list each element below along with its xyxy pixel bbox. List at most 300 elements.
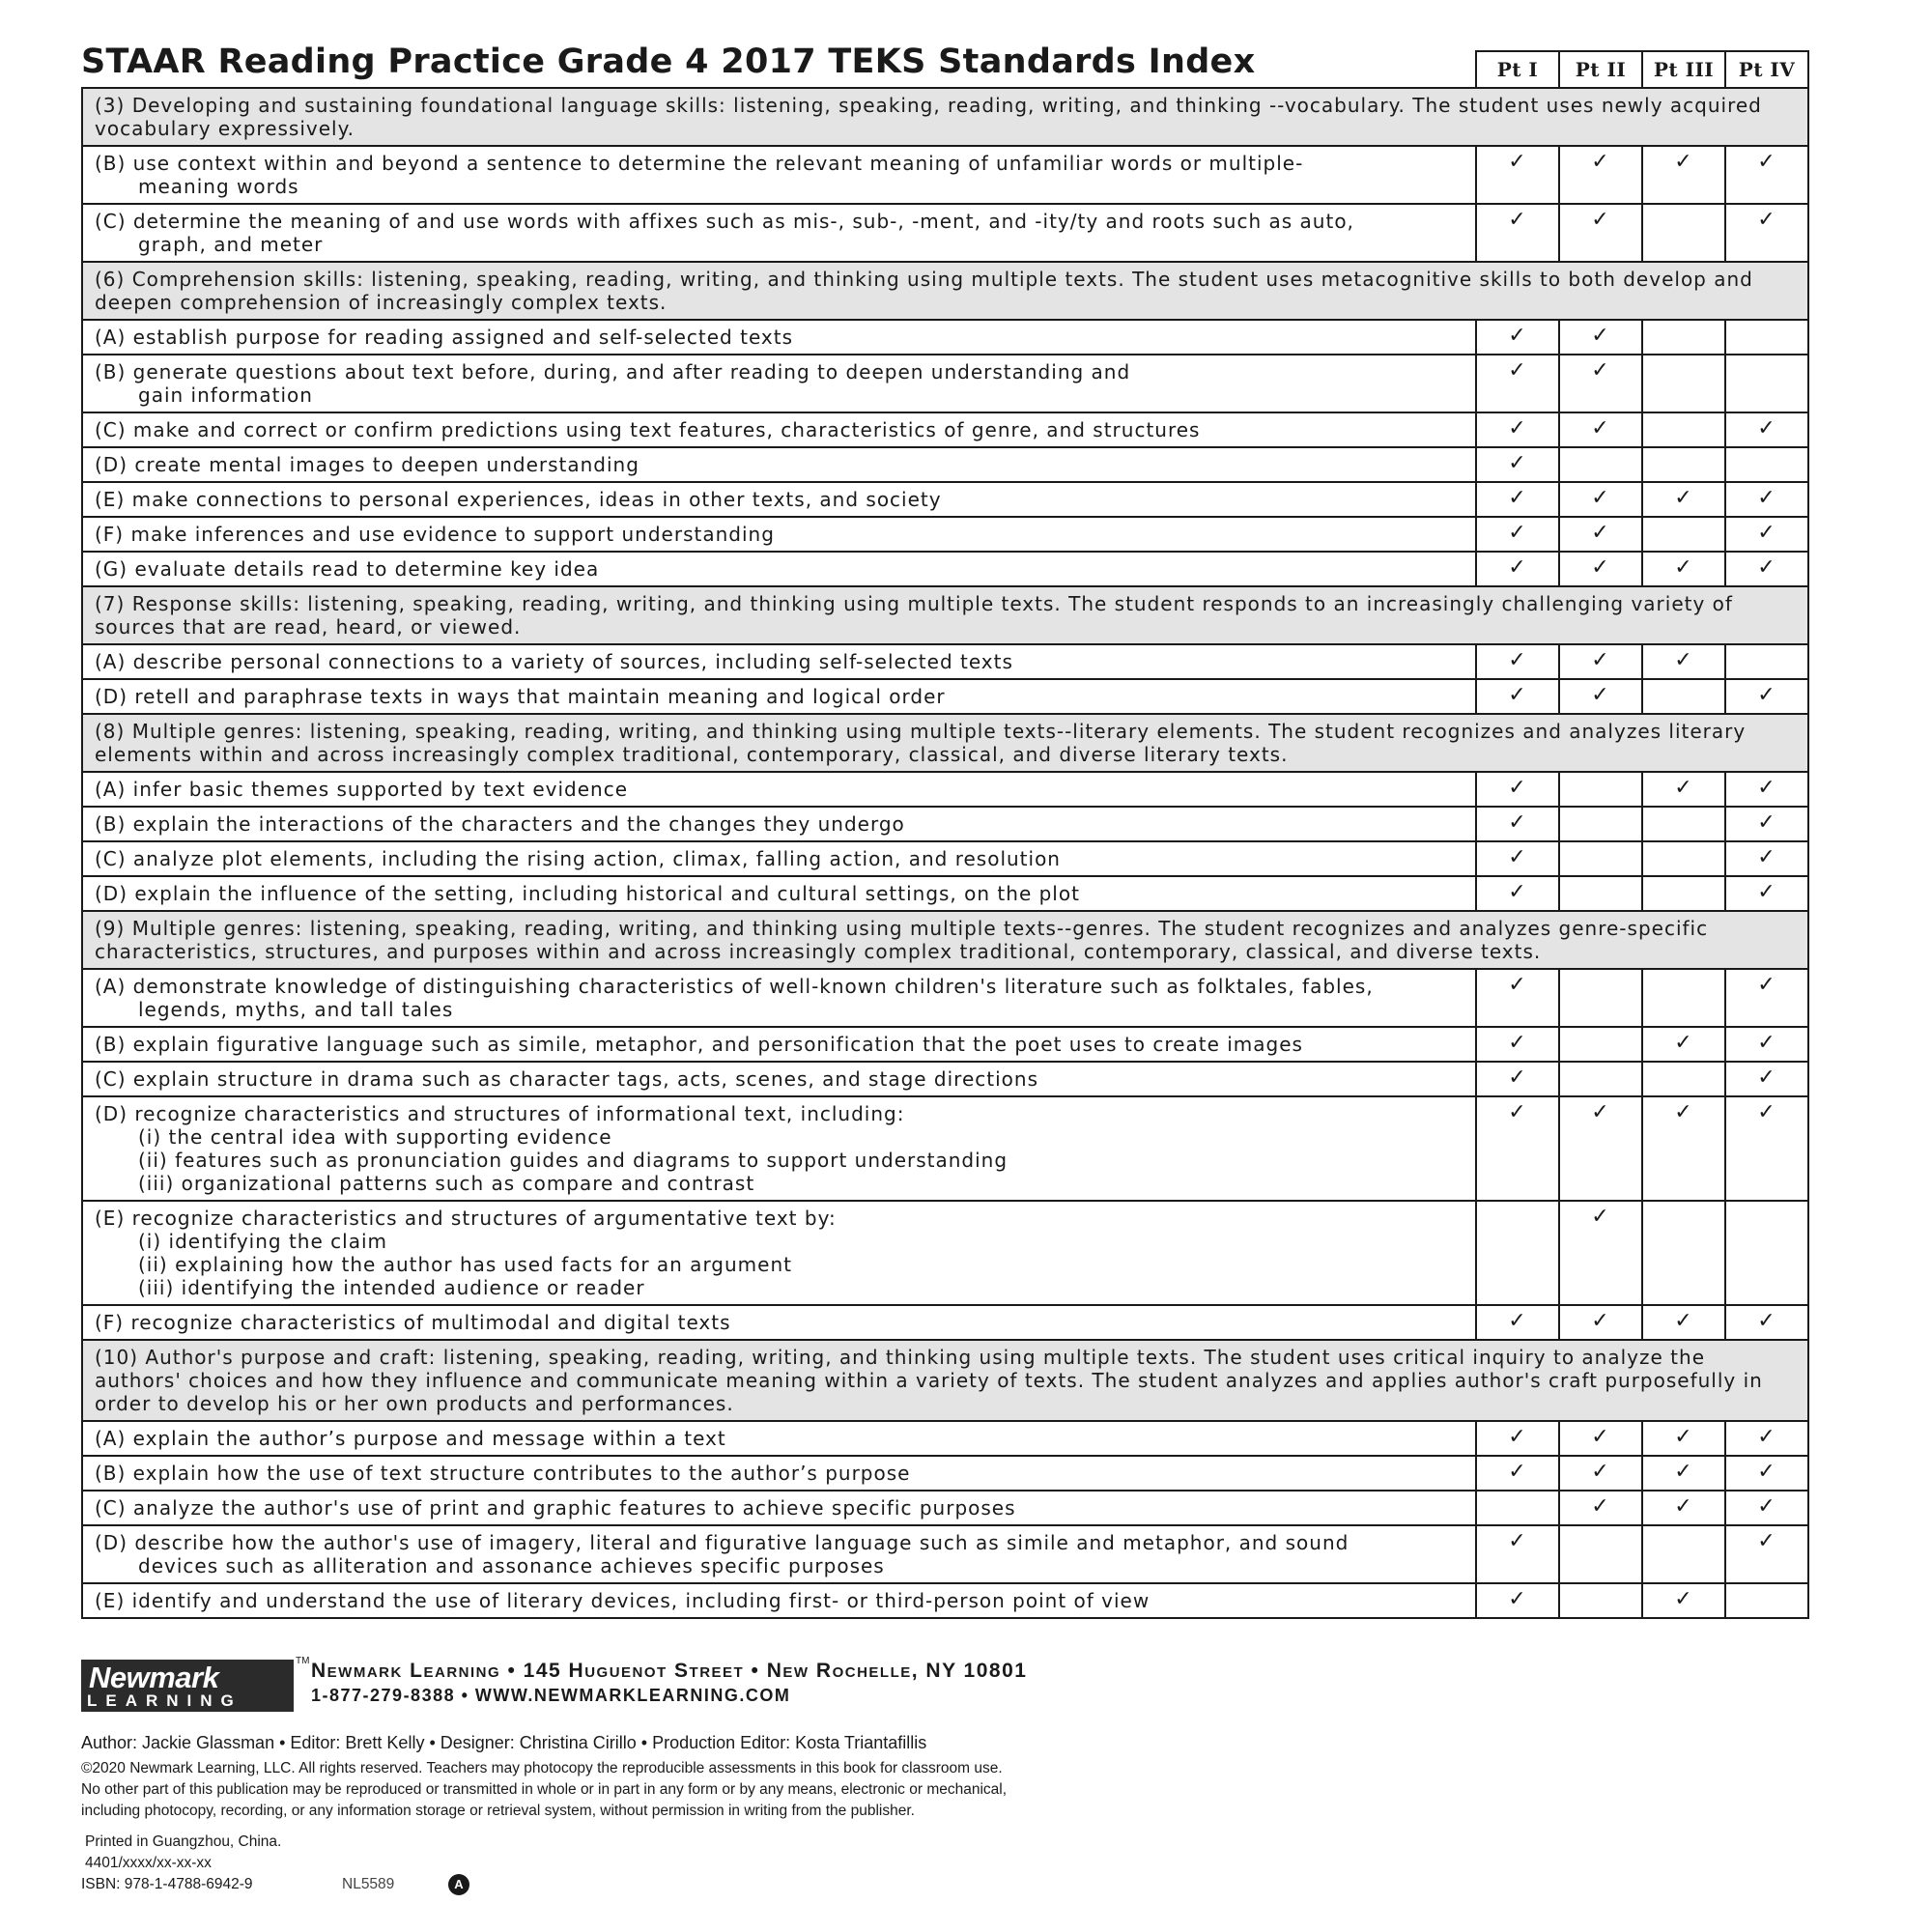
standard-text <box>82 1583 1476 1618</box>
category-text <box>82 1340 1808 1421</box>
check-cell-part-2 <box>1559 1027 1642 1062</box>
check-cell-part-3 <box>1642 517 1725 552</box>
standard-text <box>82 1305 1476 1340</box>
text-line: (D) retell and paraphrase texts in ways that maintain meaning and logical order <box>95 685 946 708</box>
logo-subword: LEARNING <box>87 1691 242 1710</box>
check-cell-part-3 <box>1642 355 1725 412</box>
check-cell-part-3 <box>1642 1027 1725 1062</box>
standard-text <box>82 552 1476 586</box>
check-cell-part-4 <box>1725 482 1808 517</box>
check-cell-part-1 <box>1476 1583 1559 1618</box>
standard-text <box>82 1062 1476 1096</box>
text-line: (D) recognize characteristics and structures of informational text, including: <box>95 1102 905 1125</box>
checkmark-icon: ✓ <box>1674 555 1693 580</box>
checkmark-icon: ✓ <box>1508 1587 1527 1611</box>
check-cell-part-1 <box>1476 807 1559 841</box>
check-cell-part-2 <box>1559 412 1642 447</box>
standard-row <box>82 1201 1808 1305</box>
check-cell-part-4 <box>1725 1027 1808 1062</box>
standard-row <box>82 146 1808 204</box>
checkmark-icon: ✓ <box>1591 521 1610 545</box>
check-cell-part-3 <box>1642 1305 1725 1340</box>
text-line: (C) analyze plot elements, including the rising action, climax, falling action, and resolution <box>95 847 1061 870</box>
checkmark-icon: ✓ <box>1591 1205 1610 1229</box>
checkmark-icon: ✓ <box>1508 416 1527 440</box>
check-cell-part-4 <box>1725 841 1808 876</box>
checkmark-icon: ✓ <box>1591 1309 1610 1333</box>
check-cell-part-3 <box>1642 1096 1725 1201</box>
checkmark-icon: ✓ <box>1757 810 1776 835</box>
check-cell-part-4 <box>1725 146 1808 204</box>
check-cell-part-3 <box>1642 1491 1725 1525</box>
checkmark-icon: ✓ <box>1757 208 1776 232</box>
checkmark-icon: ✓ <box>1757 683 1776 707</box>
check-cell-part-3 <box>1642 644 1725 679</box>
check-cell-part-1 <box>1476 644 1559 679</box>
part-header-2: Pt II <box>1559 51 1642 88</box>
text-line: (A) infer basic themes supported by text evidence <box>95 778 629 801</box>
checkmark-icon: ✓ <box>1757 416 1776 440</box>
standard-text <box>82 412 1476 447</box>
check-cell-part-1 <box>1476 204 1559 262</box>
check-cell-part-1 <box>1476 1421 1559 1456</box>
checkmark-icon: ✓ <box>1757 880 1776 904</box>
check-cell-part-1 <box>1476 1456 1559 1491</box>
check-cell-part-1 <box>1476 517 1559 552</box>
check-cell-part-2 <box>1559 1421 1642 1456</box>
standard-text <box>82 679 1476 714</box>
checkmark-icon: ✓ <box>1591 150 1610 174</box>
check-cell-part-4 <box>1725 447 1808 482</box>
standard-row <box>82 320 1808 355</box>
checkmark-icon: ✓ <box>1757 973 1776 997</box>
checkmark-icon: ✓ <box>1508 358 1527 383</box>
checkmark-icon: ✓ <box>1508 324 1527 348</box>
check-cell-part-1 <box>1476 1305 1559 1340</box>
standard-text <box>82 1456 1476 1491</box>
standard-text <box>82 1096 1476 1201</box>
check-cell-part-2 <box>1559 644 1642 679</box>
publisher-address: Newmark Learning • 145 Huguenot Street • New Rochelle, NY 10801 <box>311 1660 1028 1682</box>
checkmark-icon: ✓ <box>1674 1587 1693 1611</box>
checkmark-icon: ✓ <box>1591 1425 1610 1449</box>
checkmark-icon: ✓ <box>1508 150 1527 174</box>
check-cell-part-1 <box>1476 841 1559 876</box>
credits-line: Author: Jackie Glassman • Editor: Brett Kelly • Designer: Christina Cirillo • Production Editor: Kosta Triantafillis <box>81 1733 927 1752</box>
sub-item-line: (ii) features such as pronunciation guides and diagrams to support understanding <box>138 1149 1009 1172</box>
check-cell-part-3 <box>1642 807 1725 841</box>
text-line: (7) Response skills: listening, speaking, reading, writing, and thinking using multiple texts. The student responds to an increasingly challenging variety of sources that are read, heard, or viewed. <box>95 592 1733 639</box>
standards-table <box>81 50 1809 1619</box>
check-cell-part-2 <box>1559 146 1642 204</box>
standard-row <box>82 969 1808 1027</box>
standard-text <box>82 969 1476 1027</box>
checkmark-icon: ✓ <box>1591 416 1610 440</box>
standard-row <box>82 1456 1808 1491</box>
text-line: (8) Multiple genres: listening, speaking, reading, writing, and thinking using multiple texts--literary elements. The student recognizes and analyzes literary elements within and across increasingly complex traditional, contemporary, classical, and diverse literary texts. <box>95 720 1747 766</box>
checkmark-icon: ✓ <box>1591 1100 1610 1124</box>
part-header-1: Pt I <box>1476 51 1559 88</box>
standard-row <box>82 841 1808 876</box>
check-cell-part-4 <box>1725 1096 1808 1201</box>
check-cell-part-1 <box>1476 482 1559 517</box>
category-text <box>82 714 1808 772</box>
check-cell-part-3 <box>1642 841 1725 876</box>
text-line: (D) describe how the author's use of imagery, literal and figurative language such as simile and metaphor, and sound <box>95 1531 1350 1554</box>
check-cell-part-4 <box>1725 1305 1808 1340</box>
isbn: ISBN: 978-1-4788-6942-9 <box>81 1876 253 1892</box>
check-cell-part-3 <box>1642 969 1725 1027</box>
checkmark-icon: ✓ <box>1591 1460 1610 1484</box>
check-cell-part-3 <box>1642 1525 1725 1583</box>
check-cell-part-3 <box>1642 552 1725 586</box>
check-cell-part-2 <box>1559 876 1642 911</box>
standard-row <box>82 772 1808 807</box>
check-cell-part-1 <box>1476 412 1559 447</box>
checkmark-icon: ✓ <box>1674 1494 1693 1519</box>
text-line: (C) make and correct or confirm predictions using text features, characteristics of genre, and structures <box>95 418 1201 441</box>
edition-badge: A <box>448 1874 469 1895</box>
check-cell-part-4 <box>1725 1062 1808 1096</box>
category-row <box>82 911 1808 969</box>
check-cell-part-2 <box>1559 1456 1642 1491</box>
check-cell-part-1 <box>1476 1027 1559 1062</box>
standard-row <box>82 355 1808 412</box>
category-text <box>82 262 1808 320</box>
check-cell-part-1 <box>1476 1525 1559 1583</box>
check-cell-part-3 <box>1642 482 1725 517</box>
standard-text <box>82 644 1476 679</box>
print-code: 4401/xxxx/xx-xx-xx <box>85 1855 212 1871</box>
check-cell-part-4 <box>1725 552 1808 586</box>
text-line: (B) explain how the use of text structure contributes to the author’s purpose <box>95 1462 911 1485</box>
standard-row <box>82 412 1808 447</box>
check-cell-part-2 <box>1559 1201 1642 1305</box>
category-row <box>82 586 1808 644</box>
check-cell-part-2 <box>1559 679 1642 714</box>
standard-row <box>82 876 1808 911</box>
check-cell-part-1 <box>1476 1201 1559 1305</box>
text-line: (C) explain structure in drama such as character tags, acts, scenes, and stage directions <box>95 1067 1038 1091</box>
check-cell-part-3 <box>1642 1201 1725 1305</box>
text-line: (A) establish purpose for reading assigned and self-selected texts <box>95 326 794 349</box>
category-row <box>82 88 1808 146</box>
checkmark-icon: ✓ <box>1591 486 1610 510</box>
checkmark-icon: ✓ <box>1674 1460 1693 1484</box>
legal-line-1: ©2020 Newmark Learning, LLC. All rights reserved. Teachers may photocopy the reproducible assessments in this book for classroom use. <box>81 1760 1003 1776</box>
sub-item-line: (iii) organizational patterns such as compare and contrast <box>138 1172 755 1195</box>
check-cell-part-4 <box>1725 1456 1808 1491</box>
checkmark-icon: ✓ <box>1508 1100 1527 1124</box>
standard-text <box>82 355 1476 412</box>
legal-line-3: including photocopy, recording, or any information storage or retrieval system, without permission in writing from the publisher. <box>81 1803 915 1819</box>
check-cell-part-1 <box>1476 447 1559 482</box>
check-cell-part-1 <box>1476 679 1559 714</box>
text-line: (D) create mental images to deepen understanding <box>95 453 639 476</box>
check-cell-part-4 <box>1725 1421 1808 1456</box>
check-cell-part-3 <box>1642 1421 1725 1456</box>
check-cell-part-3 <box>1642 679 1725 714</box>
check-cell-part-3 <box>1642 204 1725 262</box>
standard-text <box>82 1201 1476 1305</box>
category-text <box>82 88 1808 146</box>
check-cell-part-2 <box>1559 447 1642 482</box>
continuation-line: meaning words <box>138 175 299 198</box>
check-cell-part-4 <box>1725 807 1808 841</box>
check-cell-part-4 <box>1725 1583 1808 1618</box>
standard-text <box>82 1027 1476 1062</box>
standard-row <box>82 517 1808 552</box>
checkmark-icon: ✓ <box>1508 1460 1527 1484</box>
text-line: (B) explain figurative language such as simile, metaphor, and personification that the poet uses to create images <box>95 1033 1303 1056</box>
check-cell-part-2 <box>1559 807 1642 841</box>
checkmark-icon: ✓ <box>1757 521 1776 545</box>
checkmark-icon: ✓ <box>1674 1309 1693 1333</box>
checkmark-icon: ✓ <box>1757 845 1776 869</box>
nl-code: NL5589 <box>342 1876 395 1892</box>
publisher-phone-web: 1-877-279-8388 • WWW.NEWMARKLEARNING.COM <box>311 1686 791 1705</box>
standard-row <box>82 482 1808 517</box>
text-line: (B) use context within and beyond a sentence to determine the relevant meaning of unfamiliar words or multiple- <box>95 152 1304 175</box>
sub-item-line: (iii) identifying the intended audience or reader <box>138 1276 645 1299</box>
category-text <box>82 911 1808 969</box>
standard-text <box>82 447 1476 482</box>
check-cell-part-1 <box>1476 320 1559 355</box>
checkmark-icon: ✓ <box>1508 208 1527 232</box>
checkmark-icon: ✓ <box>1757 1031 1776 1055</box>
checkmark-icon: ✓ <box>1508 973 1527 997</box>
checkmark-icon: ✓ <box>1757 150 1776 174</box>
checkmark-icon: ✓ <box>1508 776 1527 800</box>
standard-text <box>82 146 1476 204</box>
checkmark-icon: ✓ <box>1508 810 1527 835</box>
text-line: (10) Author's purpose and craft: listening, speaking, reading, writing, and thinking using multiple texts. The student uses critical inquiry to analyze the authors' choices and how they influence and communicate meaning within a variety of texts. The student analyzes and applies author's craft purposefully in order to develop his or her own products and performances. <box>95 1346 1763 1415</box>
text-line: (E) identify and understand the use of literary devices, including first- or third-person point of view <box>95 1589 1151 1612</box>
check-cell-part-4 <box>1725 412 1808 447</box>
sub-item-line: (ii) explaining how the author has used facts for an argument <box>138 1253 792 1276</box>
check-cell-part-2 <box>1559 1491 1642 1525</box>
standard-row <box>82 1583 1808 1618</box>
check-cell-part-4 <box>1725 320 1808 355</box>
check-cell-part-3 <box>1642 1583 1725 1618</box>
check-cell-part-1 <box>1476 969 1559 1027</box>
standard-text <box>82 204 1476 262</box>
text-line: (B) explain the interactions of the characters and the changes they undergo <box>95 812 905 836</box>
standard-text <box>82 841 1476 876</box>
standard-row <box>82 447 1808 482</box>
checkmark-icon: ✓ <box>1508 845 1527 869</box>
check-cell-part-4 <box>1725 204 1808 262</box>
checkmark-icon: ✓ <box>1591 683 1610 707</box>
standard-text <box>82 1525 1476 1583</box>
check-cell-part-1 <box>1476 1096 1559 1201</box>
standard-row <box>82 1305 1808 1340</box>
check-cell-part-2 <box>1559 552 1642 586</box>
text-line: (E) make connections to personal experiences, ideas in other texts, and society <box>95 488 942 511</box>
checkmark-icon: ✓ <box>1674 776 1693 800</box>
logo-word: Newmark <box>89 1661 219 1694</box>
checkmark-icon: ✓ <box>1508 521 1527 545</box>
page-title: STAAR Reading Practice Grade 4 2017 TEKS Standards Index <box>81 43 1256 81</box>
check-cell-part-1 <box>1476 876 1559 911</box>
continuation-line: gain information <box>138 384 313 407</box>
category-text <box>82 586 1808 644</box>
standard-text <box>82 772 1476 807</box>
checkmark-icon: ✓ <box>1757 1529 1776 1553</box>
text-line: (9) Multiple genres: listening, speaking, reading, writing, and thinking using multiple texts--genres. The student recognizes and analyzes genre-specific characteristics, structures, and purposes within and across increasingly complex traditional, contemporary, classical, and diverse texts. <box>95 917 1709 963</box>
checkmark-icon: ✓ <box>1674 486 1693 510</box>
checkmark-icon: ✓ <box>1757 1309 1776 1333</box>
standard-text <box>82 1491 1476 1525</box>
standard-row <box>82 1027 1808 1062</box>
checkmark-icon: ✓ <box>1757 776 1776 800</box>
standard-row <box>82 807 1808 841</box>
checkmark-icon: ✓ <box>1508 1309 1527 1333</box>
check-cell-part-3 <box>1642 412 1725 447</box>
continuation-line: devices such as alliteration and assonance achieves specific purposes <box>138 1554 885 1577</box>
checkmark-icon: ✓ <box>1591 555 1610 580</box>
check-cell-part-4 <box>1725 969 1808 1027</box>
standard-text <box>82 807 1476 841</box>
standard-row <box>82 1525 1808 1583</box>
check-cell-part-1 <box>1476 1062 1559 1096</box>
checkmark-icon: ✓ <box>1591 1494 1610 1519</box>
checkmark-icon: ✓ <box>1674 1031 1693 1055</box>
text-line: (B) generate questions about text before, during, and after reading to deepen understanding and <box>95 360 1131 384</box>
check-cell-part-2 <box>1559 204 1642 262</box>
check-cell-part-2 <box>1559 969 1642 1027</box>
checkmark-icon: ✓ <box>1757 1425 1776 1449</box>
checkmark-icon: ✓ <box>1674 1100 1693 1124</box>
standard-row <box>82 552 1808 586</box>
check-cell-part-2 <box>1559 320 1642 355</box>
standard-row <box>82 1421 1808 1456</box>
checkmark-icon: ✓ <box>1508 683 1527 707</box>
standard-text <box>82 876 1476 911</box>
text-line: (A) explain the author’s purpose and message within a text <box>95 1427 726 1450</box>
standard-row <box>82 1096 1808 1201</box>
checkmark-icon: ✓ <box>1508 1425 1527 1449</box>
newmark-logo <box>81 1656 310 1712</box>
checkmark-icon: ✓ <box>1508 486 1527 510</box>
text-line: (G) evaluate details read to determine key idea <box>95 557 600 581</box>
check-cell-part-2 <box>1559 1096 1642 1201</box>
sub-item-line: (i) the central idea with supporting evidence <box>138 1125 612 1149</box>
standard-row <box>82 679 1808 714</box>
checkmark-icon: ✓ <box>1757 1494 1776 1519</box>
header-row <box>82 51 1808 88</box>
checkmark-icon: ✓ <box>1674 648 1693 672</box>
checkmark-icon: ✓ <box>1508 880 1527 904</box>
text-line: (C) analyze the author's use of print and graphic features to achieve specific purposes <box>95 1496 1016 1520</box>
text-line: (A) describe personal connections to a variety of sources, including self-selected texts <box>95 650 1013 673</box>
standard-text <box>82 517 1476 552</box>
checkmark-icon: ✓ <box>1508 1031 1527 1055</box>
check-cell-part-3 <box>1642 1062 1725 1096</box>
check-cell-part-4 <box>1725 644 1808 679</box>
sub-item-line: (i) identifying the claim <box>138 1230 387 1253</box>
check-cell-part-4 <box>1725 517 1808 552</box>
checkmark-icon: ✓ <box>1757 555 1776 580</box>
category-row <box>82 714 1808 772</box>
check-cell-part-1 <box>1476 146 1559 204</box>
check-cell-part-4 <box>1725 679 1808 714</box>
category-row <box>82 262 1808 320</box>
check-cell-part-4 <box>1725 1525 1808 1583</box>
checkmark-icon: ✓ <box>1591 208 1610 232</box>
legal-line-2: No other part of this publication may be reproduced or transmitted in whole or in part in any form or by any means, electronic or mechanical, <box>81 1781 1008 1798</box>
check-cell-part-4 <box>1725 876 1808 911</box>
standard-row <box>82 1491 1808 1525</box>
text-line: (F) recognize characteristics of multimodal and digital texts <box>95 1311 731 1334</box>
check-cell-part-2 <box>1559 517 1642 552</box>
text-line: (F) make inferences and use evidence to support understanding <box>95 523 775 546</box>
check-cell-part-4 <box>1725 1491 1808 1525</box>
check-cell-part-4 <box>1725 355 1808 412</box>
checkmark-icon: ✓ <box>1674 150 1693 174</box>
check-cell-part-3 <box>1642 320 1725 355</box>
checkmark-icon: ✓ <box>1591 358 1610 383</box>
text-line: (A) demonstrate knowledge of distinguishing characteristics of well-known children's literature such as folktales, fables, <box>95 975 1374 998</box>
check-cell-part-3 <box>1642 876 1725 911</box>
part-header-4: Pt IV <box>1725 51 1808 88</box>
checkmark-icon: ✓ <box>1757 1460 1776 1484</box>
check-cell-part-2 <box>1559 1305 1642 1340</box>
check-cell-part-2 <box>1559 841 1642 876</box>
checkmark-icon: ✓ <box>1674 1425 1693 1449</box>
standard-text <box>82 320 1476 355</box>
text-line: (E) recognize characteristics and structures of argumentative text by: <box>95 1207 837 1230</box>
text-line: (D) explain the influence of the setting, including historical and cultural settings, on the plot <box>95 882 1080 905</box>
checkmark-icon: ✓ <box>1508 648 1527 672</box>
standard-row <box>82 644 1808 679</box>
checkmark-icon: ✓ <box>1591 324 1610 348</box>
text-line: (3) Developing and sustaining foundational language skills: listening, speaking, reading, writing, and thinking --vocabulary. The student uses newly acquired vocabulary expressively. <box>95 94 1762 140</box>
checkmark-icon: ✓ <box>1508 555 1527 580</box>
check-cell-part-1 <box>1476 552 1559 586</box>
check-cell-part-1 <box>1476 1491 1559 1525</box>
checkmark-icon: ✓ <box>1591 648 1610 672</box>
continuation-line: graph, and meter <box>138 233 324 256</box>
printed-in: Printed in Guangzhou, China. <box>85 1833 282 1850</box>
check-cell-part-4 <box>1725 772 1808 807</box>
check-cell-part-1 <box>1476 772 1559 807</box>
checkmark-icon: ✓ <box>1757 1065 1776 1090</box>
check-cell-part-4 <box>1725 1201 1808 1305</box>
text-line: (C) determine the meaning of and use words with affixes such as mis-, sub-, -ment, and -ity/ty and roots such as auto, <box>95 210 1354 233</box>
check-cell-part-3 <box>1642 1456 1725 1491</box>
check-cell-part-2 <box>1559 482 1642 517</box>
text-line: (6) Comprehension skills: listening, speaking, reading, writing, and thinking using multiple texts. The student uses metacognitive skills to both develop and deepen comprehension of increasingly complex texts. <box>95 268 1753 314</box>
check-cell-part-2 <box>1559 1525 1642 1583</box>
logo-trademark: TM <box>296 1656 310 1666</box>
standard-text <box>82 1421 1476 1456</box>
check-cell-part-1 <box>1476 355 1559 412</box>
checkmark-icon: ✓ <box>1508 1529 1527 1553</box>
check-cell-part-3 <box>1642 447 1725 482</box>
checkmark-icon: ✓ <box>1508 451 1527 475</box>
header-blank <box>82 51 1476 88</box>
check-cell-part-2 <box>1559 1062 1642 1096</box>
category-row <box>82 1340 1808 1421</box>
standard-row <box>82 1062 1808 1096</box>
standard-row <box>82 204 1808 262</box>
part-header-3: Pt III <box>1642 51 1725 88</box>
check-cell-part-2 <box>1559 355 1642 412</box>
check-cell-part-2 <box>1559 772 1642 807</box>
checkmark-icon: ✓ <box>1757 1100 1776 1124</box>
check-cell-part-3 <box>1642 772 1725 807</box>
